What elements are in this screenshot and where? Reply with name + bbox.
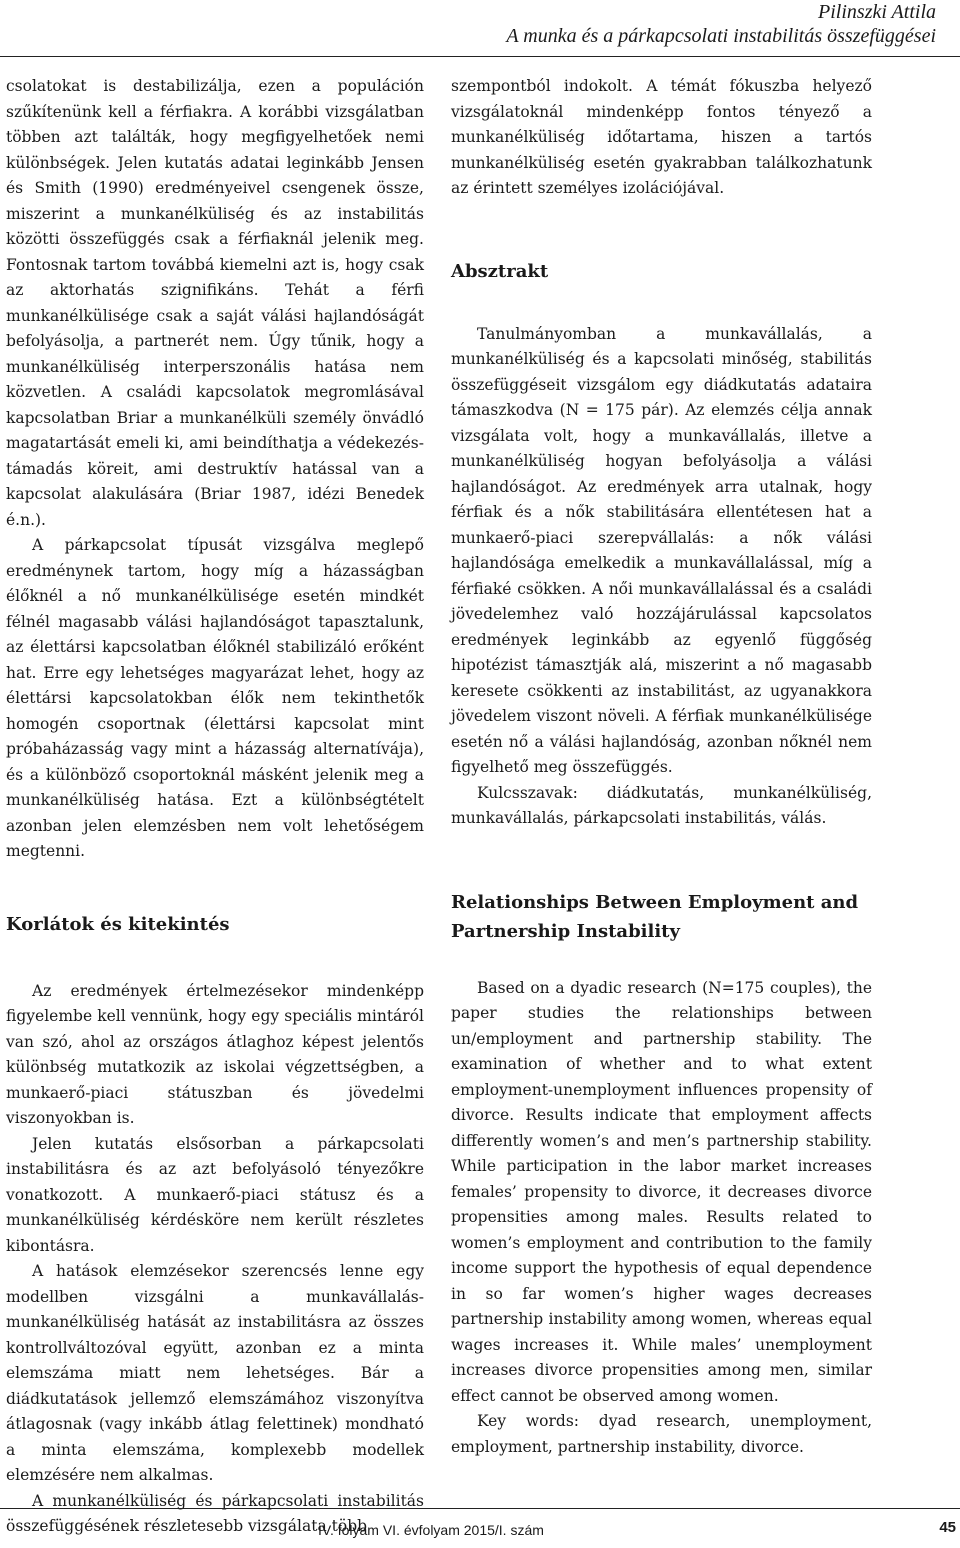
abstract-keywords: Kulcsszavak: diádkutatás, munkanélküliség, munkavállalás, párkapcsolati instabilitás, válás. (451, 783, 872, 827)
section-heading-limitations: Korlátok és kitekintés (6, 913, 230, 935)
english-abstract-paragraph: Based on a dyadic research (N=175 couples), the paper studies the relationships between un/employment and partnership stability. The examination of whether and to what extent employment-unemployment influences propensity of divorce. Results indicate that employment affects differently women’s and men’s partnership stability. While participation in the labor market increases females’ propensity to divorce, it decreases divorce propensities among males. Results related to women’s employment and contribution to the family income support the hypothesis of equal dependence in so far women’s higher wages decreases partnership instability among women, whereas equal wages increases it. While males’ unemployment increases divorce propensities among men, similar effect cannot be observed among women. (451, 978, 872, 1405)
left-column (6, 74, 424, 1540)
running-header (506, 0, 936, 48)
footer-journal: IV. folyam VI. évfolyam 2015/I. szám (318, 1522, 544, 1538)
page-number: 45 (939, 1519, 956, 1536)
left-paragraph-6: A munkanélküliség és párkapcsolati instabilitás összefüggésének részletesebb vizsgálata több (6, 1491, 424, 1535)
footer-rule (0, 1508, 960, 1509)
section-heading-english: Relationships Between Employment and Partnership Instability (451, 891, 859, 942)
left-paragraph-5: A hatások elemzésekor szerencsés lenne egy modellben vizsgálni a munkavállalás-munkanélküliség hatását az instabilitásra az összes kontrollváltozóval együtt, azonban ez a minta elemszáma miatt nem lehetséges. Bár a diádkutatások jellemző elemszámához viszonyítva átlagosnak (vagy inkább átlag felettinek) mondható a minta elemszáma, komplexebb modellek elemzésére nem alkalmas. (6, 1262, 424, 1484)
abstract-paragraph: Tanulmányomban a munkavállalás, a munkanélküliség és a kapcsolati minőség, stabilitás összefüggéseit vizsgálom egy diádkutatás adataira támaszkodva (N = 175 pár). Az elemzés célja annak vizsgálata volt, hogy a munkavállalás, illetve a munkanélküliség hogyan befolyásolja a válási hajlandóságot. Az eredmények arra utalnak, hogy férfiak és a nők stabilitására ellentétesen hat a munkaerő-piaci szerepvállalás: a nők válási hajlandósága emelkedik a munkavállalással, míg a férfiaké csökken. A női munkavállalással és a családi jövedelemhez való hozzájárulással kapcsolatos eredmények leginkább az egyenlő függőség hipotézist támasztják alá, miszerint a nő magasabb keresete csökkenti az instabilitást, az ugyanakkora jövedelem viszont növeli. A férfiak munkanélkülisége esetén nő a válási hajlandóság, azonban nőknél nem figyelhető meg összefüggés. (451, 324, 872, 776)
left-paragraph-1: csolatokat is destabilizálja, ezen a populáción szűkítenünk kell a férfiakra. A korábbi vizsgálatban többen azt találták, hogy megfigyelhetőek nemi különbségek. Jelen kutatás adatai leginkább Jensen és Smith (1990) eredményeivel csengenek össze, miszerint a munkanélküliség és az instabilitás közötti összefüggés csak a férfiaknál jelenik meg. Fontosnak tartom továbbá kiemelni azt is, hogy csak az aktorhatás szignifikáns. Tehát a férfi munkanélkülisége csak a saját válási hajlandóságát befolyásolja, a partnerét nem. Úgy tűnik, hogy a munkanélküliség interperszonális hatása nem közvetlen. A családi kapcsolatok megromlásával kapcsolatban Briar a munkanélküli személy önvádló magatartását emeli ki, ami beindíthatja a védekezés-támadás köreit, ami destruktív hatással van a kapcsolat alakulására (Briar 1987, idézi Benedek é.n.). (6, 77, 424, 529)
left-paragraph-4: Jelen kutatás elsősorban a párkapcsolati instabilitásra és az azt befolyásoló tényezőkre vonatkozott. A munkaerő-piaci státusz és a munkanélküliség kérdésköre nem került részletes kibontásra. (6, 1134, 424, 1255)
right-column (451, 74, 872, 1460)
left-paragraph-3: Az eredmények értelmezésekor mindenképp figyelembe kell vennünk, hogy egy speciális mintáról van szó, ahol az országos átlaghoz képest jelentős különbség mutatkozik az iskolai végzettségben, a munkaerő-piaci státuszban és jövedelmi viszonyokban is. (6, 981, 424, 1127)
right-paragraph-1: szempontból indokolt. A témát fókuszba helyező vizsgálatoknál mindenképp fontos tényező a munkanélküliség időtartama, hiszen a tartós munkanélküliség esetén gyakrabban találkozhatunk az érintett személyes izolációjával. (451, 77, 872, 197)
header-author: Pilinszki Attila (818, 1, 936, 23)
header-title: A munka és a párkapcsolati instabilitás összefüggései (506, 25, 936, 47)
left-paragraph-2: A párkapcsolat típusát vizsgálva meglepő eredménynek tartom, hogy míg a házasságban élőknél a nő munkanélkülisége esetén mindkét félnél magasabb válási hajlandóságot tapasztalunk, az élettársi kapcsolatban élőknél stabilizáló erőként hat. Erre egy lehetséges magyarázat lehet, hogy az élettársi kapcsolatokban élők nem tekinthetők homogén csoportnak (élettársi kapcsolat mint próbaházasság vagy mint a házasság alternatívája), és a különböző csoportoknál másként jelenik meg a munkanélküliség hatása. Ezt a különbségtételt azonban jelen elemzésben nem volt lehetőségem megtenni. (6, 536, 424, 860)
header-rule (0, 56, 960, 57)
section-heading-abstract: Absztrakt (451, 260, 549, 282)
english-keywords: Key words: dyad research, unemployment, employment, partnership instability, divorce. (451, 1412, 872, 1456)
